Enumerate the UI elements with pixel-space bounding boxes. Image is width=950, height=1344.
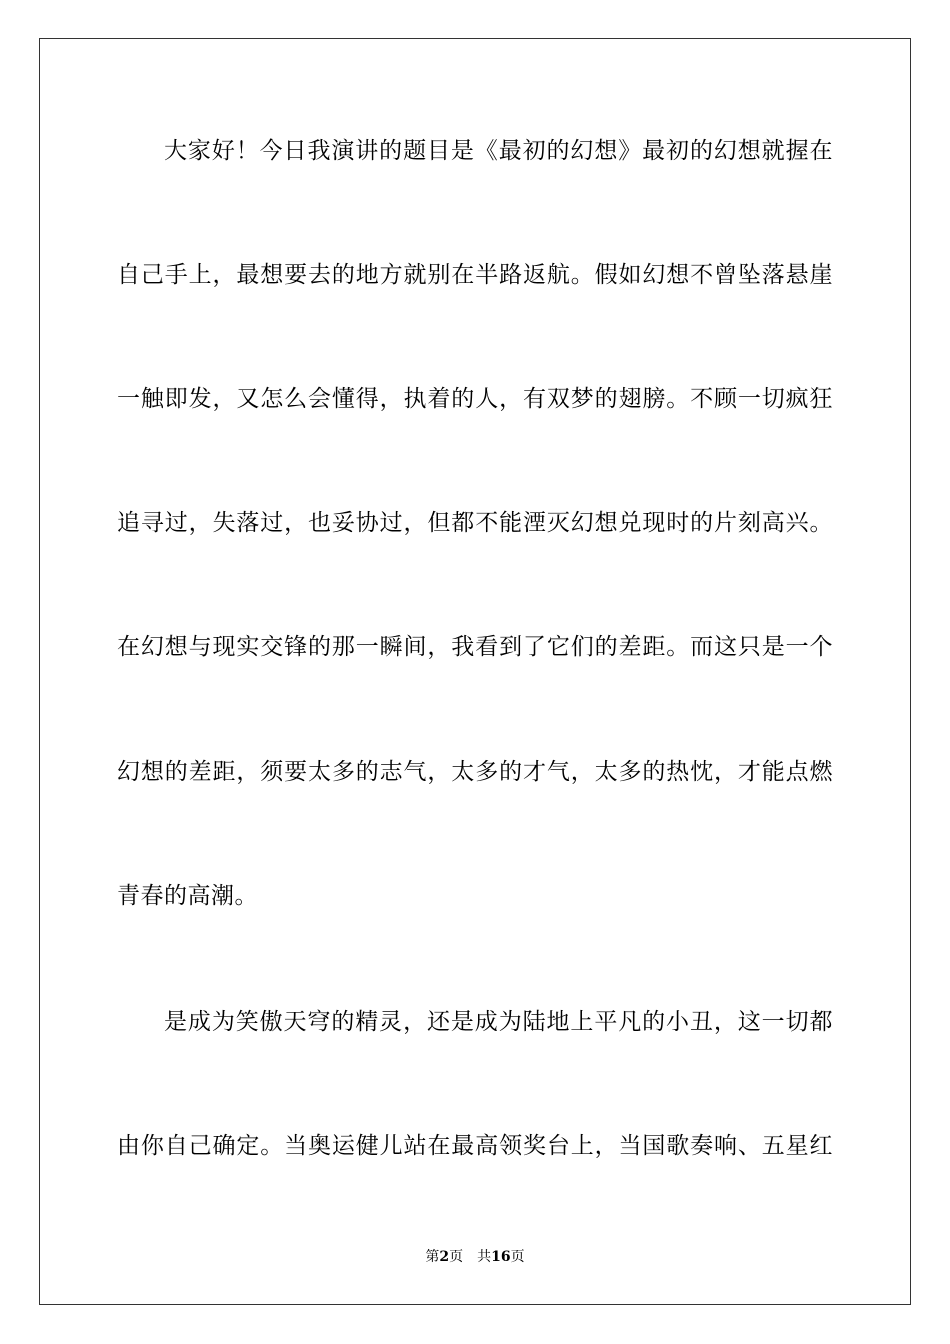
paragraph-line: 一触即发，又怎么会懂得，执着的人，有双梦的翅膀。不顾一切疯狂 [117,386,833,412]
paragraph-line: 幻想的差距，须要太多的志气，太多的才气，太多的热忱，才能点燃 [117,759,833,785]
page-suffix: 页 [449,1249,464,1265]
page-border [39,38,911,1305]
paragraph-line: 是成为笑傲天穹的精灵，还是成为陆地上平凡的小丑，这一切都 [164,1009,833,1035]
page-prefix: 第 [425,1249,440,1265]
paragraph-line: 追寻过，失落过，也妥协过，但都不能湮灭幻想兑现时的片刻高兴。 [117,510,833,536]
page-number: 2 [439,1249,450,1265]
total-suffix: 页 [510,1249,525,1265]
paragraph-line: 自己手上，最想要去的地方就别在半路返航。假如幻想不曾坠落悬崖 [117,262,833,288]
paragraph-line: 大家好！今日我演讲的题目是《最初的幻想》最初的幻想就握在 [164,138,833,164]
paragraph-line: 在幻想与现实交锋的那一瞬间，我看到了它们的差距。而这只是一个 [117,634,833,660]
page-footer [0,1248,950,1266]
paragraph-line: 由你自己确定。当奥运健儿站在最高领奖台上，当国歌奏响、五星红 [117,1133,833,1159]
total-prefix: 共 [477,1249,492,1265]
total-pages: 16 [491,1249,511,1265]
paragraph-line: 青春的高潮。 [117,883,258,909]
